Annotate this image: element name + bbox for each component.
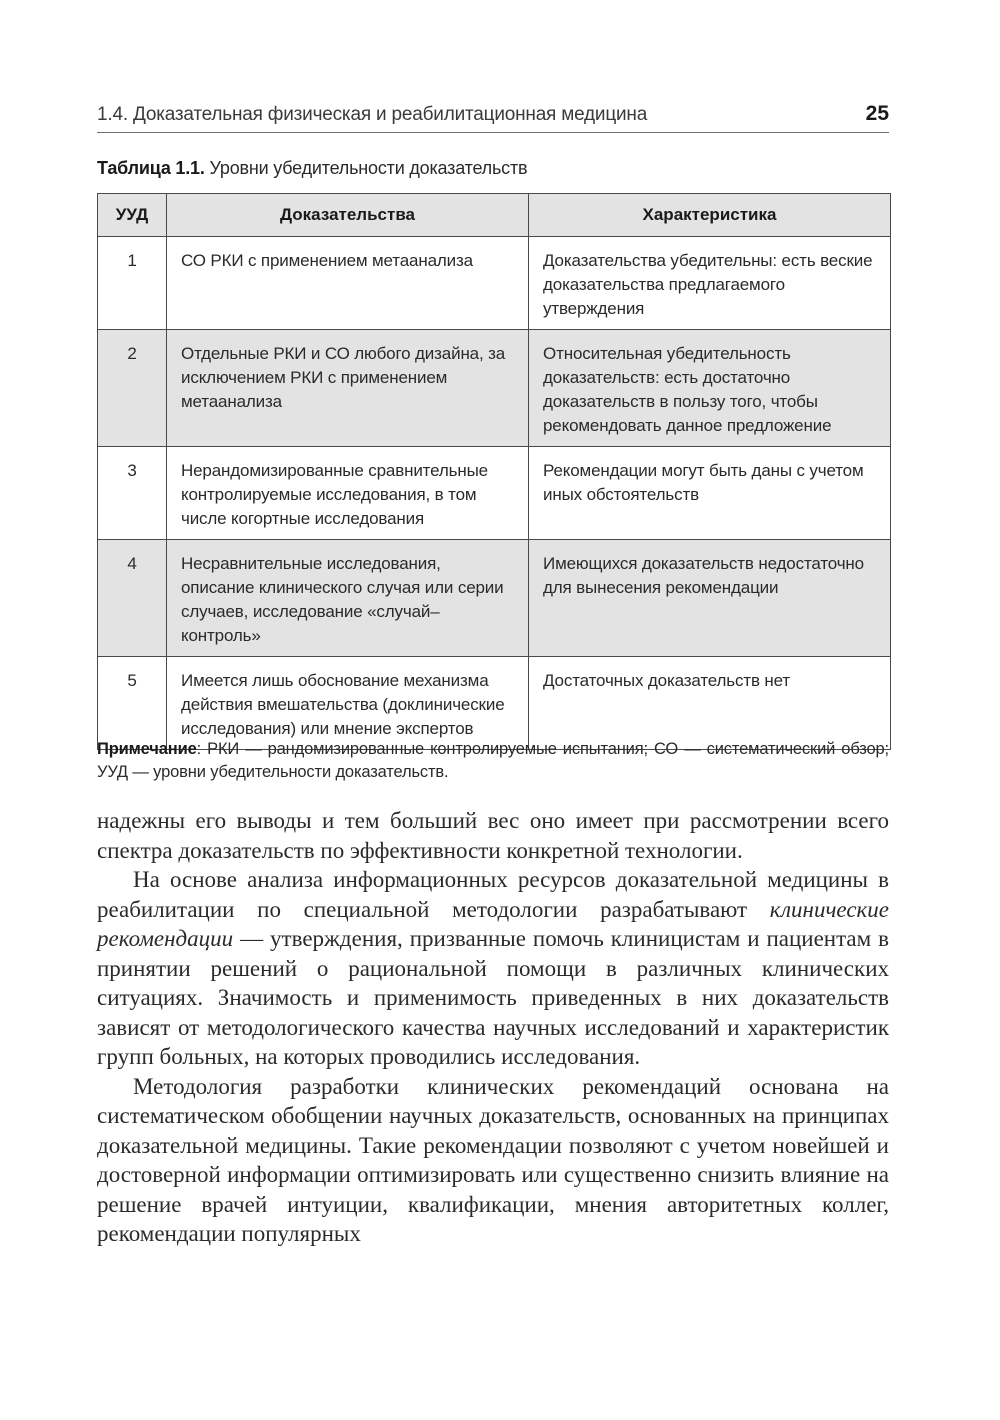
cell-evidence: Отдельные РКИ и СО любого дизайна, за исключением РКИ с применением метаанализа bbox=[167, 330, 529, 447]
column-header-characteristic: Характеристика bbox=[529, 194, 891, 237]
column-header-evidence: Доказательства bbox=[167, 194, 529, 237]
table-caption-label: Таблица 1.1. bbox=[97, 158, 205, 178]
running-title: 1.4. Доказательная физическая и реабилитационная медицина bbox=[97, 104, 648, 125]
cell-evidence: СО РКИ с применением метаанализа bbox=[167, 237, 529, 330]
cell-evidence: Имеется лишь обоснование механизма действия вмешательства (доклинические исследования) или мнение экспертов bbox=[167, 657, 529, 750]
table-header-row bbox=[98, 194, 891, 237]
cell-characteristic: Относительная убедительность доказательств: есть достаточно доказательств в пользу того, чтобы рекомендовать данное предложение bbox=[529, 330, 891, 447]
cell-characteristic: Имеющихся доказательств недостаточно для вынесения рекомендации bbox=[529, 540, 891, 657]
table-row bbox=[98, 540, 891, 657]
cell-characteristic: Доказательства убедительны: есть веские доказательства предлагаемого утверждения bbox=[529, 237, 891, 330]
term-clinical-guidelines: клинические рекомендации bbox=[97, 896, 889, 951]
cell-characteristic: Рекомендации могут быть даны с учетом иных обстоятельств bbox=[529, 447, 891, 540]
table-caption-text: Уровни убедительности доказательств bbox=[209, 158, 528, 178]
cell-characteristic: Достаточных доказательств нет bbox=[529, 657, 891, 750]
paragraph-2-lead: На основе анализа информационных ресурсов доказательной медицины в реабилитации по специальной методологии разрабатывают bbox=[97, 867, 889, 922]
running-header bbox=[97, 100, 889, 133]
cell-evidence: Несравнительные исследования, описание клинического случая или серии случаев, исследование «случай–контроль» bbox=[167, 540, 529, 657]
body-text bbox=[97, 806, 889, 1249]
cell-level: 5 bbox=[98, 657, 167, 750]
table-row bbox=[98, 237, 891, 330]
page-number: 25 bbox=[865, 102, 889, 125]
cell-level: 3 bbox=[98, 447, 167, 540]
paragraph-1: надежны его выводы и тем больший вес оно имеет при рассмотрении всего спектра доказательств по эффективности конкретной технологии. bbox=[97, 808, 889, 863]
cell-level: 4 bbox=[98, 540, 167, 657]
cell-level: 2 bbox=[98, 330, 167, 447]
table-row bbox=[98, 330, 891, 447]
cell-level: 1 bbox=[98, 237, 167, 330]
paragraph-2-rest: — утверждения, призванные помочь клиницистам и пациентам в принятии решений о рациональной помощи в различных клинических ситуациях. Значимость и применимость приведенных в них доказательств зависят от методологического качества научных исследований и характеристик групп больных, на которых проводились исследования. bbox=[97, 926, 889, 1069]
table-row bbox=[98, 447, 891, 540]
evidence-levels-table bbox=[97, 193, 891, 750]
column-header-level: УУД bbox=[98, 194, 167, 237]
cell-evidence: Нерандомизированные сравнительные контролируемые исследования, в том числе когортные исследования bbox=[167, 447, 529, 540]
paragraph-2 bbox=[97, 865, 889, 1072]
table-note bbox=[97, 738, 889, 784]
paragraph-3: Методология разработки клинических рекомендаций основана на систематическом обобщении научных доказательств, основанных на принципах доказательной медицины. Такие рекомендации позволяют с учетом новейшей и достоверной информации оптимизировать или существенно снизить влияние на решение врачей интуиции, квалификации, мнения авторитетных коллег, рекомендации популярных bbox=[97, 1073, 889, 1246]
table-row bbox=[98, 657, 891, 750]
table-caption bbox=[97, 158, 889, 179]
table-note-label: Примечание bbox=[97, 740, 197, 758]
table-note-text: : РКИ — рандомизированные контролируемые испытания; СО — систематический обзор; УУД — уровни убедительности доказательств. bbox=[97, 740, 889, 781]
